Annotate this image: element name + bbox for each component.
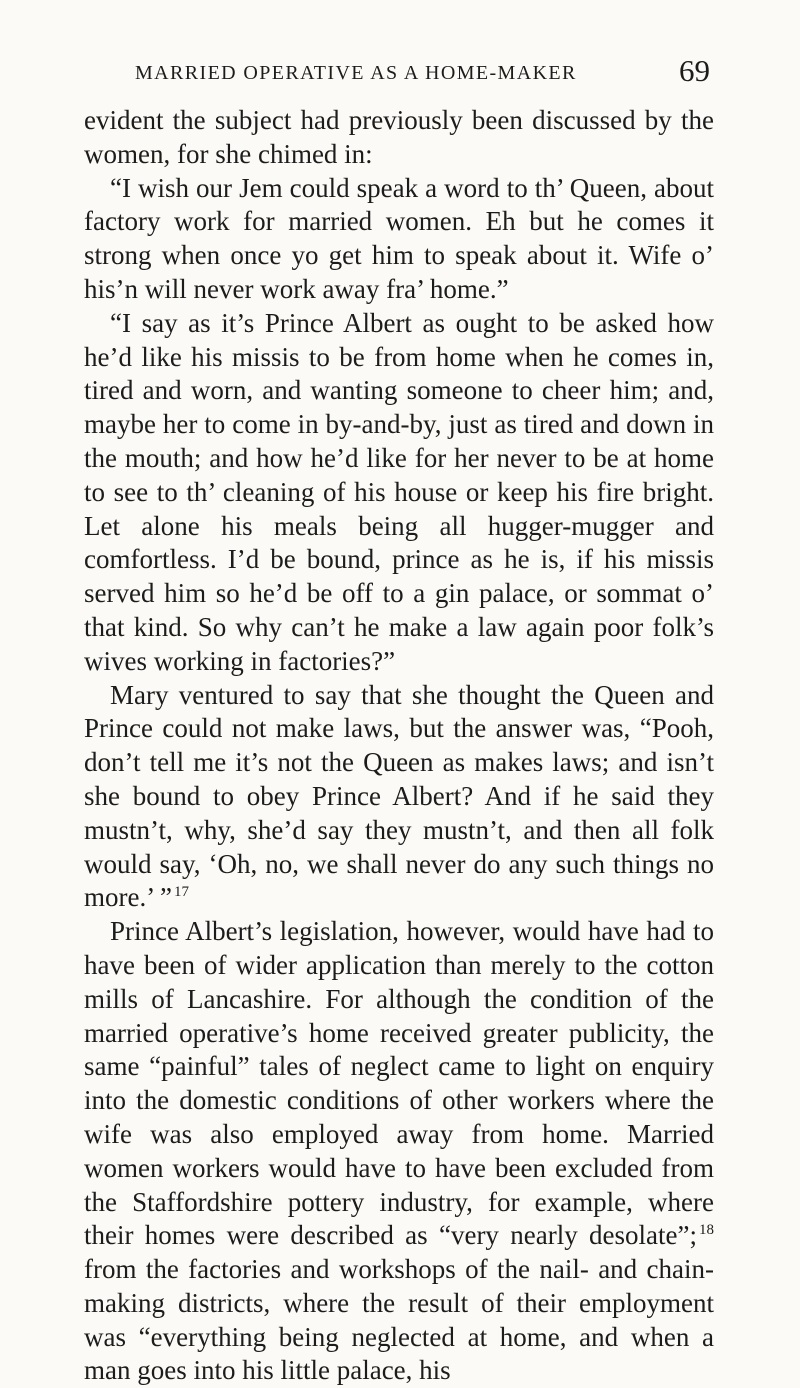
paragraph-legislation-text-a: Prince Albert’s legislation, however, would have had to have been of wider application than merely to the cotton mills of Lancashire. For although the condition of the married operative’s home received greater publicity, the same “painful” tales of neglect came to light on enquiry into the domestic conditions of other workers where the wife was also employed away from home. Married women workers would have to have been excluded from the Staffordshire pottery industry, for example, where their homes were described as “very nearly desolate”; bbox=[84, 916, 714, 1251]
paragraph-quote-jem: “I wish our Jem could speak a word to th’ Queen, about factory work for married women. Eh but he comes it strong when once yo get him to speak about it. Wife o’ his’n will never work away fra’ home.” bbox=[84, 172, 714, 304]
paragraph-quote-prince-albert: “I say as it’s Prince Albert as ought to be asked how he’d like his missis to be from home when he comes in, tired and worn, and wanting someone to cheer him; and, maybe her to come in by-and-by, just as tired and down in the mouth; and how he’d like for her never to be at home to see to th’ cleaning of his house or keep his fire bright. Let alone his meals being all hugger-mugger and comfortless. I’d be bound, prince as he is, if his missis served him so he’d be off to a gin palace, or sommat o’ that kind. So why can’t he make a law again poor folk’s wives working in factories?” bbox=[84, 307, 714, 676]
paragraph-mary bbox=[84, 679, 714, 916]
page-header bbox=[85, 53, 710, 100]
running-head: MARRIED OPERATIVE AS A HOME-MAKER bbox=[135, 62, 577, 84]
paragraph-continuation: evident the subject had previously been discussed by the women, for she chimed in: bbox=[84, 105, 714, 169]
page-number: 69 bbox=[679, 53, 710, 88]
paragraph-legislation-text-b: from the factories and workshops of the nail- and chain-making districts, where the result of their employment was “everything being neglected at home, and when a man goes into his little palace, his bbox=[84, 1254, 714, 1386]
paragraph-legislation bbox=[84, 915, 714, 1388]
footnote-ref-18: 18 bbox=[699, 1222, 714, 1239]
paragraph-mary-text: Mary ventured to say that she thought the Queen and Prince could not make laws, but the answer was, “Pooh, don’t tell me it’s not the Queen as makes laws; and isn’t she bound to obey Prince Albert? And if he said they mustn’t, why, she’d say they mustn’t, and then all folk would say, ‘Oh, no, we shall never do any such things no more.’ ” bbox=[84, 679, 714, 913]
body-text bbox=[84, 104, 714, 1388]
footnote-ref-17: 17 bbox=[173, 884, 189, 901]
